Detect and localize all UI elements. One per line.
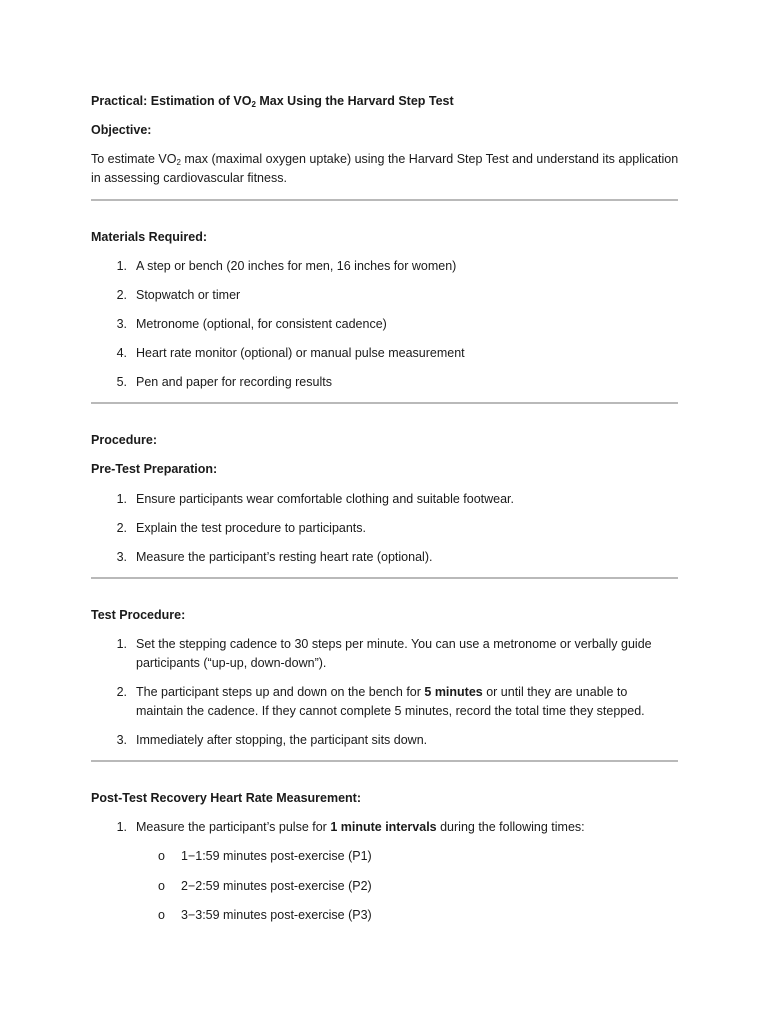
post-test-heading: Post-Test Recovery Heart Rate Measurement: bbox=[91, 791, 362, 805]
list-item-text: The participant steps up and down on the bench for bbox=[136, 685, 425, 699]
list-item-line: Set the stepping cadence to 30 steps per minute. You can use a metronome or verbally guide bbox=[136, 637, 652, 651]
list-item-text: during the following times: bbox=[436, 820, 585, 834]
list-number: 3. bbox=[116, 550, 127, 564]
list-number: 2. bbox=[116, 288, 127, 302]
page-title bbox=[91, 94, 454, 108]
bullet-icon: o bbox=[158, 879, 165, 893]
list-number: 3. bbox=[116, 317, 127, 331]
materials-heading: Materials Required: bbox=[91, 230, 208, 244]
list-number: 1. bbox=[116, 259, 127, 273]
objective-subscript: 2 bbox=[176, 158, 181, 167]
list-item: Pen and paper for recording results bbox=[136, 375, 332, 389]
list-number: 2. bbox=[116, 521, 127, 535]
objective-text-rest: max (maximal oxygen uptake) using the Harvard Step Test and understand its application bbox=[180, 152, 679, 166]
objective-heading: Objective: bbox=[91, 123, 152, 137]
list-item-text: or until they are unable to bbox=[482, 685, 628, 699]
list-number: 1. bbox=[116, 820, 127, 834]
sub-list-item: 1−1:59 minutes post-exercise (P1) bbox=[181, 849, 372, 863]
emphasis-text: 1 minute intervals bbox=[330, 820, 437, 834]
list-item: Heart rate monitor (optional) or manual pulse measurement bbox=[136, 346, 465, 360]
list-number: 5. bbox=[116, 375, 127, 389]
list-number: 2. bbox=[116, 685, 127, 699]
list-item: Measure the participant’s resting heart rate (optional). bbox=[136, 550, 433, 564]
section-divider bbox=[91, 577, 678, 579]
list-number: 1. bbox=[116, 492, 127, 506]
title-text: Practical: Estimation of VO bbox=[91, 94, 252, 108]
objective-text-line1 bbox=[91, 152, 678, 166]
bullet-icon: o bbox=[158, 849, 165, 863]
list-item-text: Measure the participant’s pulse for bbox=[136, 820, 331, 834]
test-procedure-heading: Test Procedure: bbox=[91, 608, 186, 622]
emphasis-text: 5 minutes bbox=[424, 685, 483, 699]
list-item-line: maintain the cadence. If they cannot complete 5 minutes, record the total time they stepped. bbox=[136, 704, 645, 718]
title-text-rest: Max Using the Harvard Step Test bbox=[255, 94, 454, 108]
objective-text-line2: in assessing cardiovascular fitness. bbox=[91, 171, 287, 185]
sub-list-item: 3−3:59 minutes post-exercise (P3) bbox=[181, 908, 372, 922]
list-item-line: participants (“up-up, down-down”). bbox=[136, 656, 327, 670]
list-item bbox=[136, 820, 585, 834]
title-subscript: 2 bbox=[251, 100, 256, 109]
pretest-heading: Pre-Test Preparation: bbox=[91, 462, 218, 476]
list-item: Explain the test procedure to participants. bbox=[136, 521, 366, 535]
list-number: 4. bbox=[116, 346, 127, 360]
procedure-heading: Procedure: bbox=[91, 433, 157, 447]
list-item: Stopwatch or timer bbox=[136, 288, 241, 302]
list-item-line bbox=[136, 685, 627, 699]
list-item: A step or bench (20 inches for men, 16 inches for women) bbox=[136, 259, 457, 273]
list-number: 1. bbox=[116, 637, 127, 651]
section-divider bbox=[91, 199, 678, 201]
bullet-icon: o bbox=[158, 908, 165, 922]
section-divider bbox=[91, 402, 678, 404]
sub-list-item: 2−2:59 minutes post-exercise (P2) bbox=[181, 879, 372, 893]
section-divider bbox=[91, 760, 678, 762]
list-item: Metronome (optional, for consistent cadence) bbox=[136, 317, 387, 331]
list-item: Ensure participants wear comfortable clothing and suitable footwear. bbox=[136, 492, 514, 506]
list-item: Immediately after stopping, the participant sits down. bbox=[136, 733, 428, 747]
objective-text: To estimate VO bbox=[91, 152, 177, 166]
list-number: 3. bbox=[116, 733, 127, 747]
